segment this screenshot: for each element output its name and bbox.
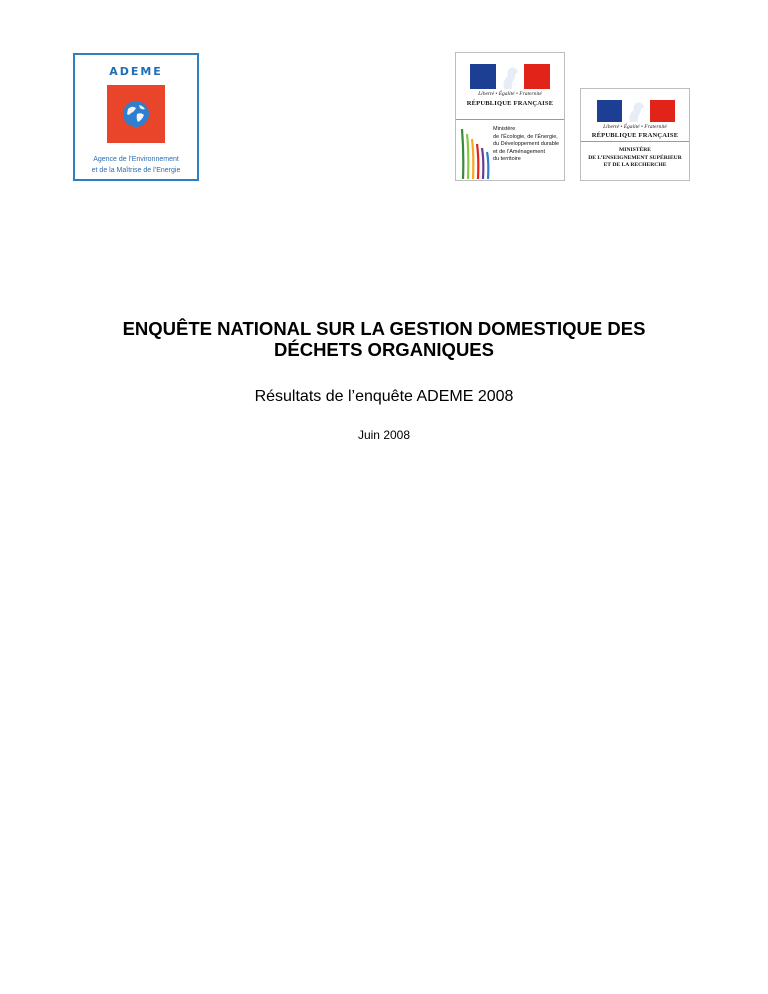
document-subtitle: Résultats de l’enquête ADEME 2008 [254,388,514,405]
recherche-separator [581,141,689,142]
ademe-tagline-line1: Agence de l’Environnement [93,156,179,163]
ecologie-ministry-line: Ministère [493,126,516,132]
ecologie-ministry-name [493,126,565,164]
ecologie-ministry-line: du Développement durable [493,141,560,148]
document-date: Juin 2008 [357,428,411,442]
recherche-ministry-line: DE L’ENSEIGNEMENT SUPÉRIEUR [588,154,682,161]
ecologie-separator [456,119,564,120]
ademe-logo-square [107,85,165,143]
recherche-motto: Liberté • Égalité • Fraternité [603,124,667,130]
ecologie-republique-francaise: RÉPUBLIQUE FRANÇAISE [466,100,554,107]
ademe-logo-tagline [79,154,193,176]
ministere-ecologie-logo [455,52,565,181]
ecologie-motto: Liberté • Égalité • Fraternité [478,91,542,97]
ecologie-stripes-icon [460,124,490,179]
document-title-line2: DÉCHETS ORGANIQUES [274,339,494,360]
globe-icon [122,100,150,128]
recherche-ministry-line: ET DE LA RECHERCHE [603,162,667,168]
ecologie-ministry-line: de l’Écologie, de l’Énergie, [493,133,558,140]
ministere-recherche-logo [580,88,690,181]
document-title-line1: ENQUÊTE NATIONAL SUR LA GESTION DOMESTIQUE DES [122,318,646,339]
ademe-tagline-line2: et de la Maîtrise de l’Energie [91,167,181,174]
recherche-ministry-line: MINISTÈRE [618,147,652,153]
ecologie-ministry-line: du territoire [493,156,521,163]
recherche-republique-francaise: RÉPUBLIQUE FRANÇAISE [591,132,679,139]
document-title [60,318,708,360]
ademe-logo-wordmark: ADEME [109,65,163,78]
ademe-logo [73,53,199,181]
marianne-flag-icon [597,100,675,122]
recherche-ministry-name [581,147,689,170]
ecologie-ministry-line: et de l’Aménagement [493,148,545,155]
marianne-flag-icon [470,64,550,89]
